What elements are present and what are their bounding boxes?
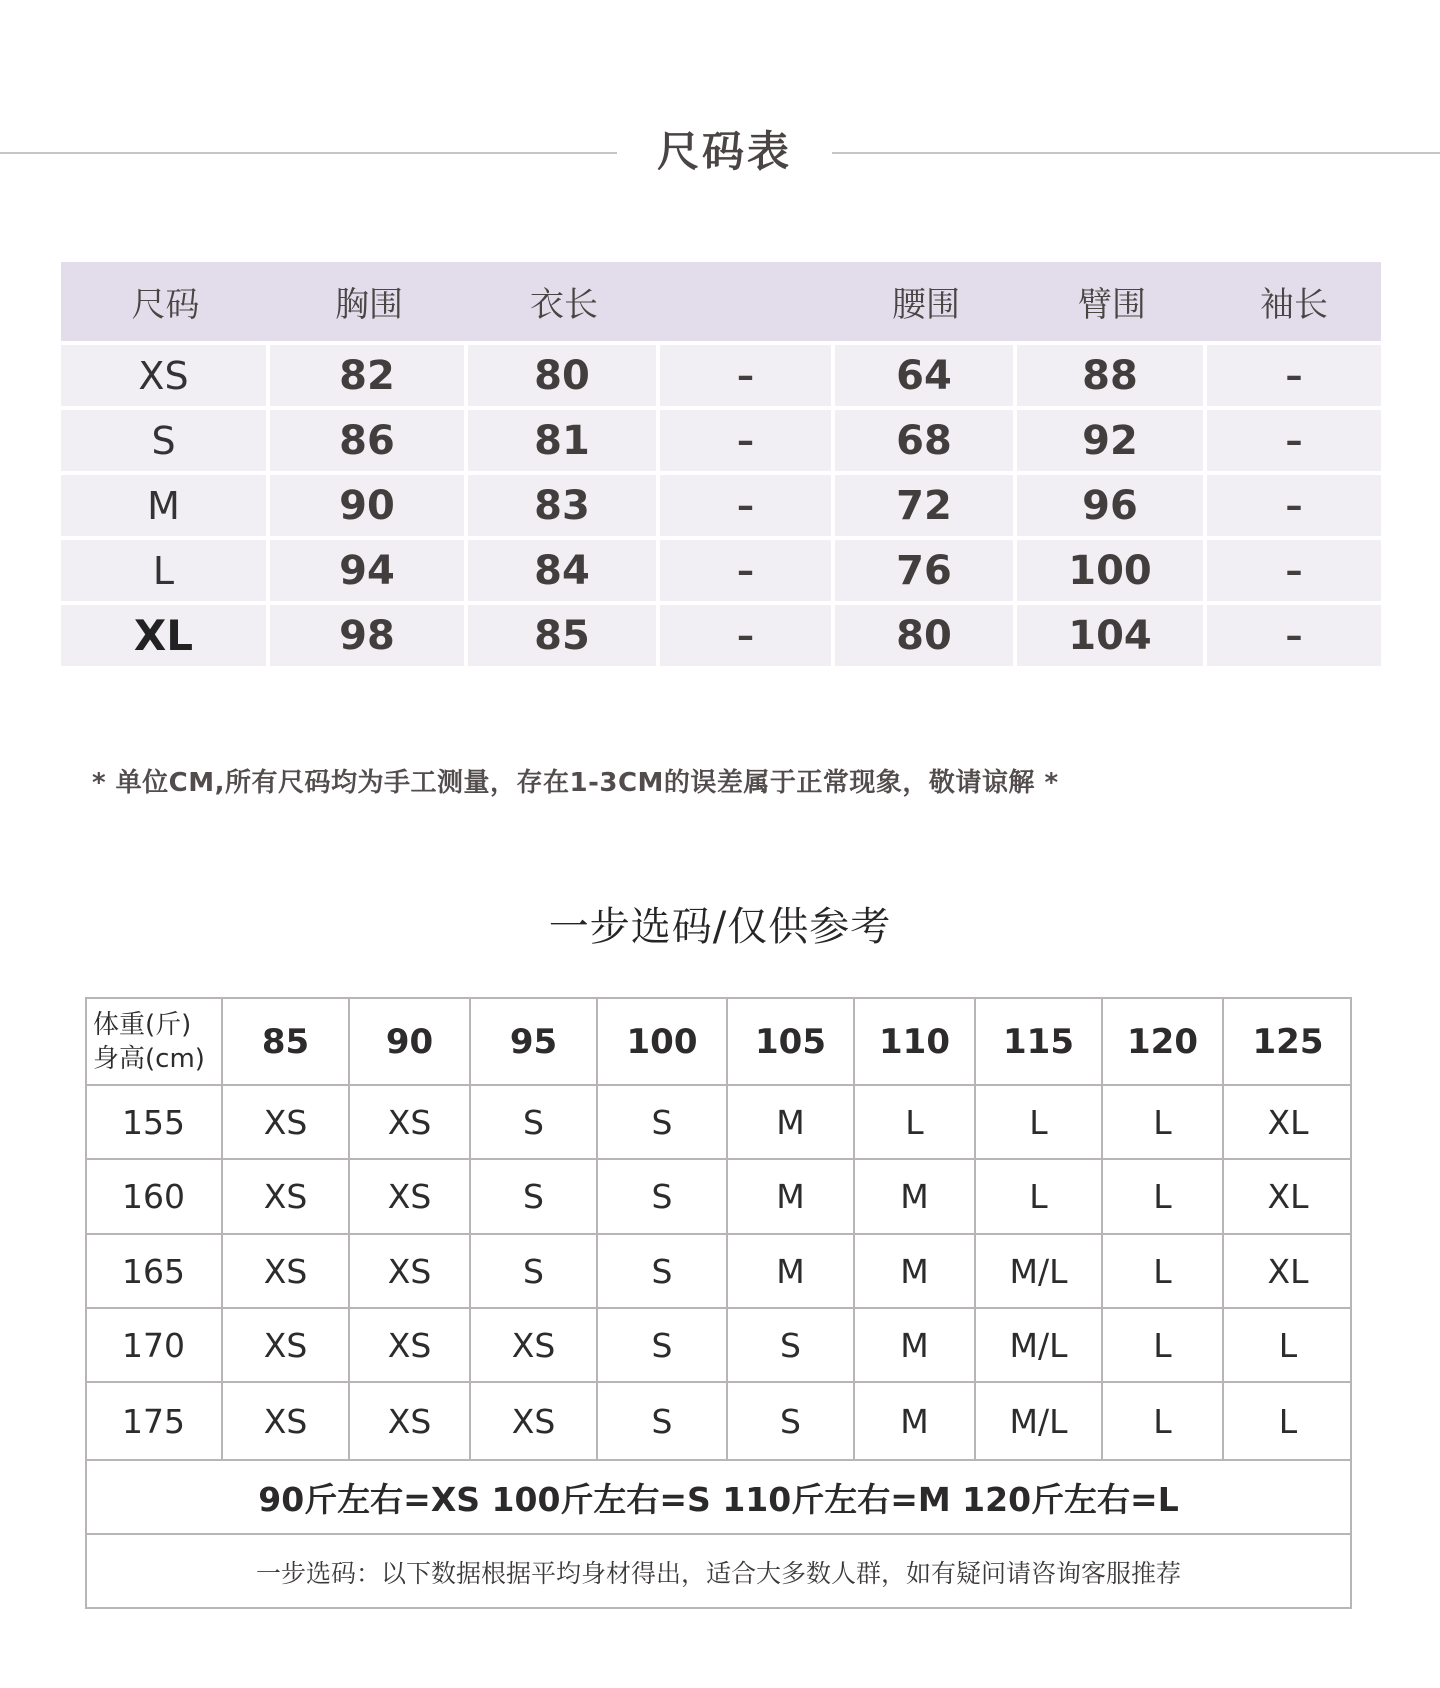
- length-value: 84: [468, 540, 660, 601]
- size-cell: XS: [223, 1160, 350, 1235]
- waist-value: 68: [835, 410, 1017, 471]
- size-cell: L: [855, 1086, 976, 1160]
- size-cell: XS: [350, 1309, 471, 1383]
- size-cell: M: [855, 1160, 976, 1235]
- weight-header: 105: [728, 999, 855, 1086]
- size-cell: XL: [1224, 1160, 1352, 1235]
- height-axis-label: 身高(cm): [93, 1043, 205, 1074]
- size-cell: S: [598, 1086, 728, 1160]
- size-cell: XS: [471, 1383, 598, 1461]
- size-cell: L: [1103, 1086, 1224, 1160]
- table-row: [61, 605, 1381, 666]
- table-row: [61, 475, 1381, 536]
- size-cell: XL: [1224, 1086, 1352, 1160]
- height-label: 165: [87, 1235, 223, 1309]
- weight-header: 95: [471, 999, 598, 1086]
- waist-value: 72: [835, 475, 1017, 536]
- header-arm: 臂围: [1078, 285, 1146, 325]
- size-cell: L: [1103, 1383, 1224, 1461]
- size-cell: S: [728, 1383, 855, 1461]
- blank-value: –: [660, 410, 835, 471]
- size-cell: S: [471, 1086, 598, 1160]
- table-row: [61, 540, 1381, 601]
- weight-header: 100: [598, 999, 728, 1086]
- section-title: 一步选码/仅供参考: [548, 904, 892, 950]
- page-title: 尺码表: [656, 127, 792, 176]
- size-cell: S: [471, 1235, 598, 1309]
- header-bust: 胸围: [335, 285, 403, 325]
- waist-value: 64: [835, 345, 1017, 406]
- arm-value: 88: [1017, 345, 1207, 406]
- header-waist: 腰围: [892, 285, 960, 325]
- weight-header: 110: [855, 999, 976, 1086]
- header-size: 尺码: [131, 285, 200, 325]
- size-cell: XS: [350, 1235, 471, 1309]
- size-cell: S: [471, 1160, 598, 1235]
- size-cell: L: [976, 1160, 1103, 1235]
- size-label: XS: [61, 345, 270, 406]
- sleeve-value: –: [1207, 475, 1381, 536]
- size-cell: S: [598, 1160, 728, 1235]
- bust-value: 82: [270, 345, 468, 406]
- size-table-header: [61, 262, 1381, 341]
- title-divider-left: [0, 152, 617, 154]
- size-cell: XS: [471, 1309, 598, 1383]
- size-label: L: [61, 540, 270, 601]
- measurement-note: * 单位CM,所有尺码均为手工测量，存在1-3CM的误差属于正常现象，敬请谅解 *: [92, 768, 1059, 798]
- reference-grid: [87, 999, 1350, 1461]
- bust-value: 98: [270, 605, 468, 666]
- height-label: 155: [87, 1086, 223, 1160]
- table-row: [61, 410, 1381, 471]
- weight-header: 120: [1103, 999, 1224, 1086]
- blank-value: –: [660, 475, 835, 536]
- size-reference-table: [85, 997, 1352, 1609]
- size-cell: L: [1224, 1309, 1352, 1383]
- weight-header: 125: [1224, 999, 1352, 1086]
- bust-value: 90: [270, 475, 468, 536]
- weight-header: 85: [223, 999, 350, 1086]
- height-label: 160: [87, 1160, 223, 1235]
- sleeve-value: –: [1207, 345, 1381, 406]
- size-cell: S: [728, 1309, 855, 1383]
- reference-footnote: 一步选码：以下数据根据平均身材得出，适合大多数人群，如有疑问请咨询客服推荐: [255, 1559, 1181, 1588]
- size-cell: S: [598, 1309, 728, 1383]
- sleeve-value: –: [1207, 605, 1381, 666]
- length-value: 80: [468, 345, 660, 406]
- size-cell: M: [728, 1086, 855, 1160]
- weight-size-summary: 90斤左右=XS 100斤左右=S 110斤左右=M 120斤左右=L: [87, 1461, 1350, 1535]
- size-cell: L: [976, 1086, 1103, 1160]
- size-cell: XS: [350, 1086, 471, 1160]
- size-cell: M/L: [976, 1383, 1103, 1461]
- size-cell: L: [1103, 1160, 1224, 1235]
- bust-value: 86: [270, 410, 468, 471]
- size-cell: XL: [1224, 1235, 1352, 1309]
- blank-value: –: [660, 345, 835, 406]
- size-table: [61, 262, 1381, 670]
- weight-axis-label: 体重(斤): [93, 1009, 192, 1040]
- size-label: M: [61, 475, 270, 536]
- length-value: 81: [468, 410, 660, 471]
- bust-value: 94: [270, 540, 468, 601]
- corner-header: [87, 999, 223, 1086]
- size-cell: L: [1103, 1309, 1224, 1383]
- size-cell: S: [598, 1383, 728, 1461]
- size-cell: M: [855, 1309, 976, 1383]
- height-label: 175: [87, 1383, 223, 1461]
- size-cell: L: [1103, 1235, 1224, 1309]
- arm-value: 100: [1017, 540, 1207, 601]
- header-sleeve: 袖长: [1260, 285, 1328, 325]
- length-value: 85: [468, 605, 660, 666]
- blank-value: –: [660, 540, 835, 601]
- sleeve-value: –: [1207, 540, 1381, 601]
- size-cell: XS: [223, 1235, 350, 1309]
- size-cell: M: [855, 1235, 976, 1309]
- size-cell: M/L: [976, 1235, 1103, 1309]
- weight-header: 90: [350, 999, 471, 1086]
- size-label: XL: [61, 605, 270, 666]
- size-cell: XS: [350, 1383, 471, 1461]
- size-cell: M/L: [976, 1309, 1103, 1383]
- size-cell: XS: [223, 1086, 350, 1160]
- arm-value: 92: [1017, 410, 1207, 471]
- weight-header: 115: [976, 999, 1103, 1086]
- size-table-body: [61, 345, 1381, 666]
- size-cell: S: [598, 1235, 728, 1309]
- size-cell: XS: [223, 1309, 350, 1383]
- arm-value: 104: [1017, 605, 1207, 666]
- size-chart-title-row: [0, 112, 1440, 192]
- size-label: S: [61, 410, 270, 471]
- waist-value: 76: [835, 540, 1017, 601]
- size-cell: XS: [223, 1383, 350, 1461]
- title-divider-right: [832, 152, 1440, 154]
- size-cell: XS: [350, 1160, 471, 1235]
- arm-value: 96: [1017, 475, 1207, 536]
- sleeve-value: –: [1207, 410, 1381, 471]
- waist-value: 80: [835, 605, 1017, 666]
- header-length: 衣长: [530, 285, 598, 325]
- height-label: 170: [87, 1309, 223, 1383]
- length-value: 83: [468, 475, 660, 536]
- blank-value: –: [660, 605, 835, 666]
- size-cell: L: [1224, 1383, 1352, 1461]
- table-row: [61, 345, 1381, 406]
- size-cell: M: [728, 1160, 855, 1235]
- size-cell: M: [855, 1383, 976, 1461]
- size-cell: M: [728, 1235, 855, 1309]
